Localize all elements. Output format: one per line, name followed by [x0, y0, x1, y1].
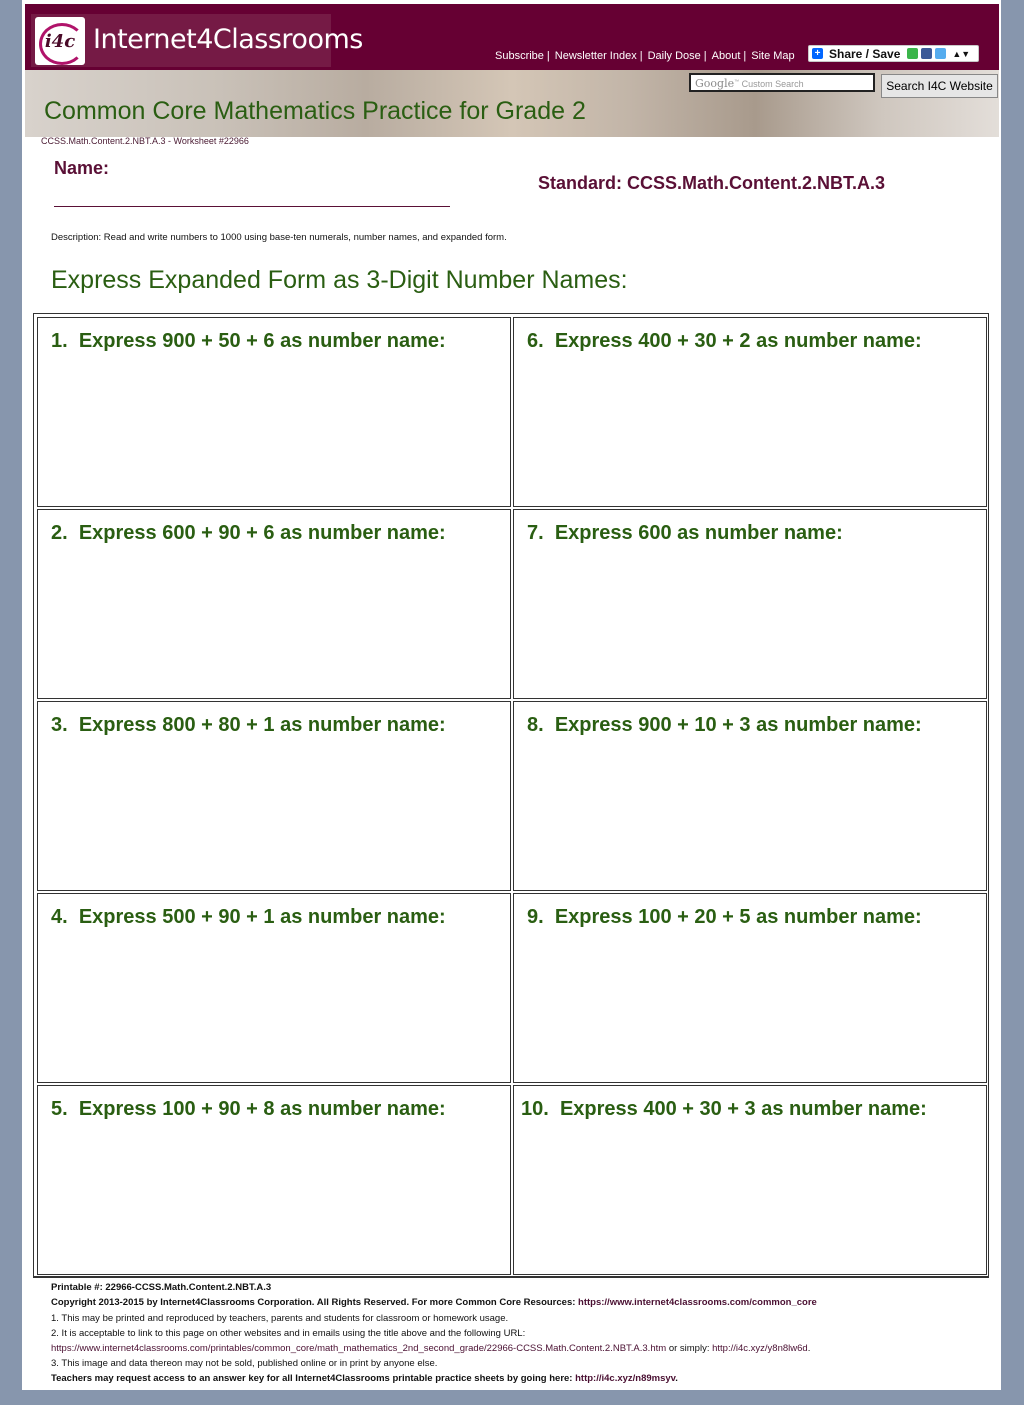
question-cell-4: 4. Express 500 + 90 + 1 as number name:: [37, 893, 511, 1083]
breadcrumb: CCSS.Math.Content.2.NBT.A.3 - Worksheet #22966: [41, 136, 249, 146]
note-1: 1. This may be printed and reproduced by teachers, parents and students for classroom or homework usage.: [51, 1313, 509, 1324]
note-2: 2. It is acceptable to link to this page on other websites and in emails using the title above and the following URL:: [51, 1328, 526, 1339]
question-cell-6: 6. Express 400 + 30 + 2 as number name:: [513, 317, 987, 507]
section-title: Express Expanded Form as 3-Digit Number Names:: [51, 266, 628, 294]
nav-about[interactable]: About: [711, 50, 741, 62]
short-url-link[interactable]: http://i4c.xyz/y8n8lw6d: [712, 1343, 808, 1354]
worksheet-page: [22, 0, 1001, 1390]
nav-newsletter-index[interactable]: Newsletter Index: [554, 50, 637, 62]
twitter-icon: [935, 48, 946, 59]
question-cell-2: 2. Express 600 + 90 + 6 as number name:: [37, 509, 511, 699]
nav-daily-dose[interactable]: Daily Dose: [647, 50, 701, 62]
name-label: Name:: [54, 158, 110, 178]
worksheet-url-link[interactable]: https://www.internet4classrooms.com/printables/common_core/math_mathematics_2nd_second_grade/22966-CCSS.Math.Content.2.NBT.A.3.htm: [51, 1343, 667, 1354]
nav-subscribe[interactable]: Subscribe: [495, 50, 544, 62]
note-3: 3. This image and data thereon may not be sold, published online or in print by anyone else.: [51, 1358, 438, 1369]
facebook-icon: [921, 48, 932, 59]
answer-key-note: Teachers may request access to an answer key for all Internet4Classrooms printable practice sheets by going here: http://i4c.xyz/n89msyv.: [51, 1373, 678, 1384]
answer-key-link[interactable]: http://i4c.xyz/n89msyv: [575, 1373, 676, 1384]
copyright: Copyright 2013-2015 by Internet4Classrooms Corporation. All Rights Reserved. For more Common Core Resources: https://www.internet4classrooms.com/common_core: [51, 1297, 817, 1308]
search-button[interactable]: Search I4C Website: [881, 74, 998, 98]
page-title: Common Core Mathematics Practice for Grade 2: [44, 97, 586, 125]
question-cell-1: 1. Express 900 + 50 + 6 as number name:: [37, 317, 511, 507]
common-core-link[interactable]: https://www.internet4classrooms.com/common_core: [578, 1297, 817, 1308]
top-nav: Subscribe | Newsletter Index | Daily Dose | About | Site Map: [495, 50, 795, 62]
name-line: [54, 206, 450, 207]
question-cell-8: 8. Express 900 + 10 + 3 as number name:: [513, 701, 987, 891]
plus-icon: +: [812, 48, 823, 59]
standard-label: Standard: CCSS.Math.Content.2.NBT.A.3: [538, 173, 886, 193]
printable-number: Printable #: 22966-CCSS.Math.Content.2.NBT.A.3: [51, 1282, 272, 1293]
question-cell-9: 9. Express 100 + 20 + 5 as number name:: [513, 893, 987, 1083]
question-cell-10: 10. Express 400 + 30 + 3 as number name:: [513, 1085, 987, 1275]
search-input[interactable]: Google™ Custom Search: [689, 73, 875, 92]
chevron-updown-icon: ▲▼: [952, 48, 971, 59]
note-2-urls: https://www.internet4classrooms.com/printables/common_core/math_mathematics_2nd_second_grade/22966-CCSS.Math.Content.2.NBT.A.3.htm or simply: http://i4c.xyz/y8n8lw6d.: [51, 1343, 811, 1354]
footer: [33, 1277, 989, 1389]
site-header: [25, 4, 999, 137]
email-icon: [907, 48, 918, 59]
site-logo[interactable]: [31, 14, 363, 67]
description: Description: Read and write numbers to 1000 using base-ten numerals, number names, and expanded form.: [51, 232, 507, 243]
share-save-button[interactable]: + Share / Save ▲▼: [808, 45, 979, 62]
question-cell-3: 3. Express 800 + 80 + 1 as number name:: [37, 701, 511, 891]
nav-site-map[interactable]: Site Map: [751, 50, 795, 62]
i4c-logo-icon: i4c: [35, 17, 85, 65]
question-cell-5: 5. Express 100 + 90 + 8 as number name:: [37, 1085, 511, 1275]
question-grid: [33, 313, 989, 1277]
brand-name: Internet4Classrooms: [93, 24, 363, 55]
question-cell-7: 7. Express 600 as number name:: [513, 509, 987, 699]
